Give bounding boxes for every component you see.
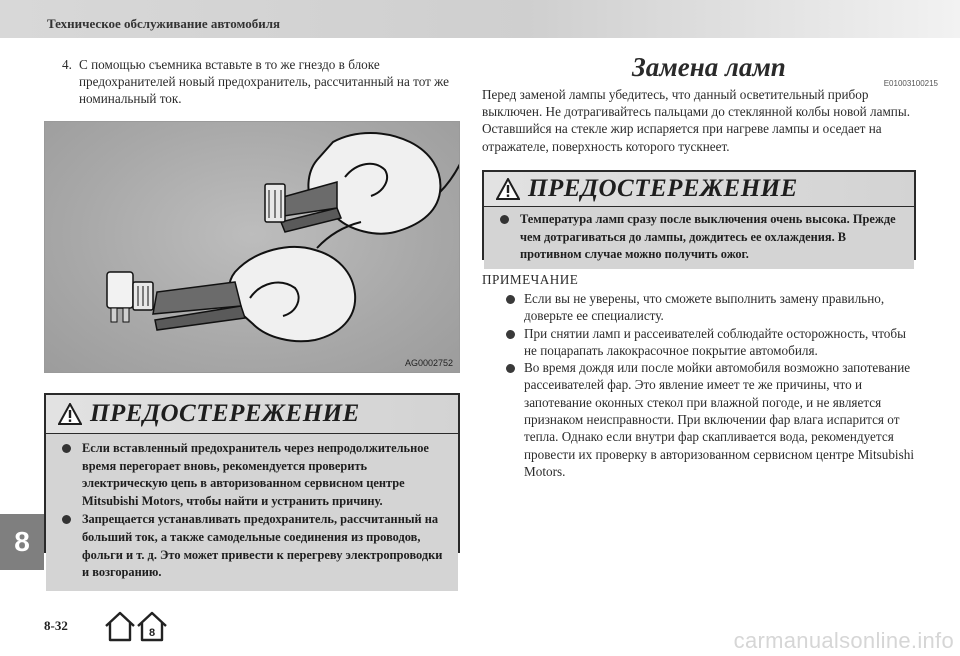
step-number: 4. bbox=[62, 57, 72, 72]
warning-header bbox=[484, 172, 914, 207]
note-list bbox=[506, 290, 916, 480]
page-number: 8-32 bbox=[44, 618, 68, 633]
bullet-icon bbox=[62, 444, 71, 453]
warning-item: Запрещается устанавливать предохранитель, рассчитанный на больший ток, а также самодельные соединения из проводов, фольги и т. д. Это может привести к перегреву электропроводки и возгоранию. bbox=[60, 511, 448, 581]
warning-triangle-icon bbox=[496, 178, 520, 200]
chapter-home-icon[interactable] bbox=[138, 613, 166, 640]
home-icon[interactable] bbox=[106, 613, 134, 640]
figure-id: AG0002752 bbox=[404, 358, 453, 368]
warning-triangle-icon bbox=[58, 403, 82, 425]
fuse-puller-illustration bbox=[44, 121, 460, 373]
note-item: Если вы не уверены, что сможете выполнить замену правильно, доверьте ее специалисту. bbox=[506, 290, 916, 325]
section-code: E01003100215 bbox=[883, 79, 938, 88]
fuse-puller-drawing bbox=[45, 122, 460, 373]
warning-title: ПРЕДОСТЕРЕЖЕНИЕ bbox=[528, 175, 798, 202]
warning-box-fuse bbox=[44, 393, 460, 580]
warning-header bbox=[46, 395, 458, 434]
step-4 bbox=[62, 56, 462, 107]
bullet-icon bbox=[62, 515, 71, 524]
page-header-title: Техническое обслуживание автомобиля bbox=[47, 16, 281, 31]
bullet-icon bbox=[506, 295, 515, 304]
section-title: Замена ламп bbox=[632, 52, 786, 82]
bullet-icon bbox=[506, 364, 515, 373]
warning-body bbox=[484, 207, 914, 269]
step-text: С помощью съемника вставьте в то же гнездо в блоке предохранителей новый предохранитель, рассчитанный на тот же номинальный ток. bbox=[79, 57, 449, 106]
bullet-icon bbox=[506, 330, 515, 339]
note-label: ПРИМЕЧАНИЕ bbox=[482, 272, 579, 287]
note-item: Во время дождя или после мойки автомобиля возможно запотевание рассеивателей фар. Это явление имеет те же причины, что и запотевание оконных стекол при влажной погоде, и не является признаком неисправности. При включении фар влага испарится от тепла. Однако если внутри фар скапливается вода, рекомендуется провести их проверку в авторизованном сервисном центре Mitsubishi Motors. bbox=[506, 359, 916, 480]
chapter-tab[interactable]: 8 bbox=[0, 514, 44, 570]
warning-title: ПРЕДОСТЕРЕЖЕНИЕ bbox=[90, 400, 360, 427]
section-intro: Перед заменой лампы убедитесь, что данный осветительный прибор выключен. Не дотрагивайтесь пальцами до стеклянной колбы новой лампы. Оставшийся на стекле жир испаряется при нагреве лампы и оседает на отражателе, поверхность которого тускнеет. bbox=[482, 87, 911, 154]
warning-item: Если вставленный предохранитель через непродолжительное время перегорает вновь, рекомендуется проверить электрическую цепь в авторизованном сервисном центре Mitsubishi Motors, чтобы найти и устранить причину. bbox=[60, 440, 448, 510]
watermark: carmanualsonline.info bbox=[733, 628, 954, 653]
warning-item: Температура ламп сразу после выключения очень высока. Прежде чем дотрагиваться до лампы, дождитесь ее охлаждения. В противном случае можно получить ожог. bbox=[498, 211, 904, 264]
chapter-home-label: 8 bbox=[148, 627, 156, 639]
note-item: При снятии ламп и рассеивателей соблюдайте осторожность, чтобы не поцарапать лакокрасочное покрытие автомобиля. bbox=[506, 325, 916, 360]
nav-icons bbox=[104, 610, 168, 644]
warning-box-lamps bbox=[482, 170, 916, 260]
bullet-icon bbox=[500, 215, 509, 224]
warning-body bbox=[46, 434, 458, 591]
